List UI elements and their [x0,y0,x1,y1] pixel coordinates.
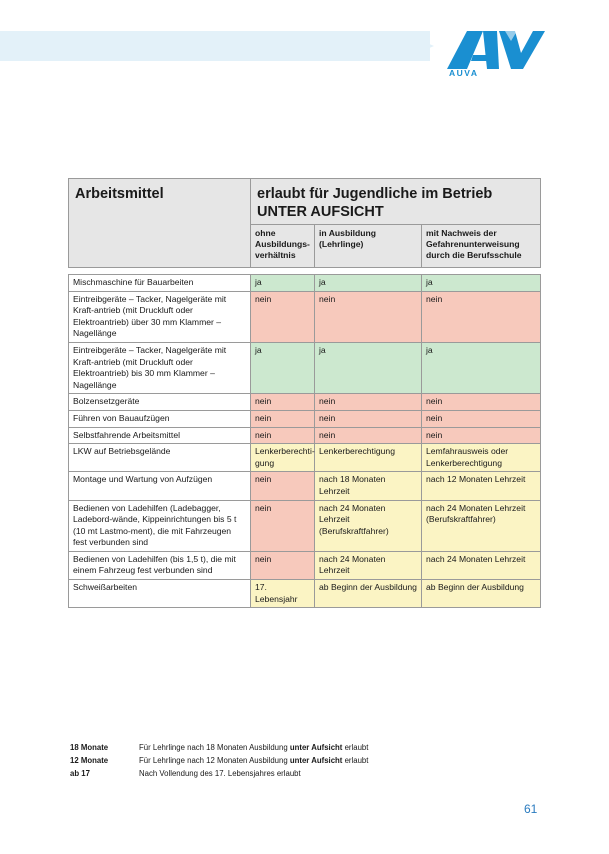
table-row [69,427,541,444]
group-header [251,179,541,225]
row-label: Montage und Wartung von Aufzügen [69,472,251,500]
row-cell: nein [422,410,541,427]
group-header-line1: erlaubt für Jugendliche im Betrieb [257,186,493,202]
arbeitsmittel-table [68,178,541,608]
row-label: Bolzensetzgeräte [69,394,251,411]
row-cell: nein [315,410,422,427]
row-cell: nein [251,500,315,551]
table-row [69,580,541,608]
header-spacer [69,268,541,275]
row-cell: ja [315,342,422,393]
row-cell: 17. Lebensjahr [251,580,315,608]
table-row [69,551,541,579]
page-number: 61 [524,802,538,816]
footnote-text: Für Lehrlinge nach 18 Monaten Ausbildung unter Aufsicht erlaubt [139,743,369,752]
row-cell: nein [251,551,315,579]
row-label: Mischmaschine für Bauarbeiten [69,275,251,292]
row-cell: nach 24 Monaten Lehrzeit (Berufskraftfahrer) [315,500,422,551]
row-label: Eintreibgeräte – Tacker, Nagelgeräte mit Kraft-antrieb (mit Druckluft oder Elektroantrieb) über 30 mm Klammer – Nagellänge [69,291,251,342]
row-cell: ja [251,275,315,292]
row-cell: nein [315,427,422,444]
row-label: Eintreibgeräte – Tacker, Nagelgeräte mit Kraft-antrieb (mit Druckluft oder Elektroantrieb) bis 30 mm Klammer – Nagellänge [69,342,251,393]
row-cell: nein [251,291,315,342]
table-row [69,444,541,472]
row-cell: nein [251,472,315,500]
table-row [69,500,541,551]
footnote-text: Nach Vollendung des 17. Lebensjahres erlaubt [139,769,301,778]
table-row [69,472,541,500]
table-row [69,275,541,292]
group-header-line2: UNTER AUFSICHT [257,204,384,220]
footnote-key: 12 Monate [70,756,109,765]
row-cell: nein [422,427,541,444]
row-cell: nein [315,394,422,411]
header-band-tip [400,31,434,61]
row-label: LKW auf Betriebsgelände [69,444,251,472]
table-row [69,394,541,411]
footnote-text: Für Lehrlinge nach 12 Monaten Ausbildung unter Aufsicht erlaubt [139,756,369,765]
auva-logo [437,25,547,77]
row-cell: nein [251,394,315,411]
row-cell: nein [422,291,541,342]
row-cell: Lenkerberechtigung [315,444,422,472]
row-cell: nach 18 Monaten Lehrzeit [315,472,422,500]
row-cell: ja [315,275,422,292]
row-cell: Lenkerberechti-gung [251,444,315,472]
row-cell: nein [422,394,541,411]
row-label: Schweißarbeiten [69,580,251,608]
row-cell: nein [251,410,315,427]
subheader-gefahrenunterweisung: mit Nachweis der Gefahrenunterweisung durch die Berufsschule [422,225,541,268]
row-cell: Lemfahrausweis oder Lenkerberechtigung [422,444,541,472]
row-cell: nach 24 Monaten Lehrzeit [422,551,541,579]
logo-text: AUVA [449,68,479,77]
row-label: Bedienen von Ladehilfen (bis 1,5 t), die mit einem Fahrzeug fest verbunden sind [69,551,251,579]
subheader-ohne-ausbildung: ohne Ausbildungs-verhältnis [251,225,315,268]
table-row [69,291,541,342]
row-label: Selbstfahrende Arbeitsmittel [69,427,251,444]
row-label: Führen von Bauaufzügen [69,410,251,427]
col-header-arbeitsmittel: Arbeitsmittel [69,179,251,268]
row-label: Bedienen von Ladehilfen (Ladebagger, Ladebord-wände, Kippeinrichtungen bis 5 t (10 mt Lastmo-ment), die mit Fahrzeugen fest verbunden sind [69,500,251,551]
subheader-in-ausbildung: in Ausbildung (Lehrlinge) [315,225,422,268]
row-cell: nach 24 Monaten Lehrzeit [315,551,422,579]
footnote-key: ab 17 [70,769,90,778]
row-cell: nein [251,427,315,444]
header-band [0,31,430,61]
row-cell: ab Beginn der Ausbildung [315,580,422,608]
table-row [69,342,541,393]
row-cell: nach 12 Monaten Lehrzeit [422,472,541,500]
table-row [69,410,541,427]
row-cell: nach 24 Monaten Lehrzeit (Berufskraftfahrer) [422,500,541,551]
row-cell: ja [422,342,541,393]
row-cell: ja [422,275,541,292]
row-cell: nein [315,291,422,342]
row-cell: ja [251,342,315,393]
row-cell: ab Beginn der Ausbildung [422,580,541,608]
footnote-key: 18 Monate [70,743,109,752]
